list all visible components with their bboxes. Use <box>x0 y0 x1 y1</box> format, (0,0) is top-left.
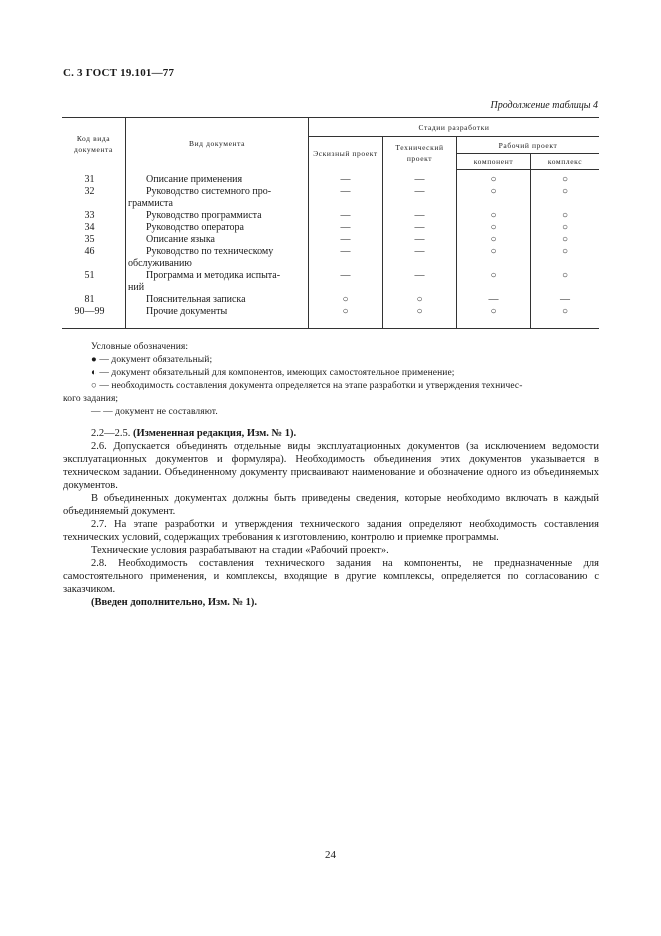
cell-complex: — <box>560 294 570 305</box>
cell-name-text: Прочие документы <box>146 306 228 317</box>
header-component: компонент <box>457 154 531 170</box>
cell-component: ○ <box>457 186 531 210</box>
cell-complex: ○ <box>561 222 569 233</box>
cell-name-text: Описание языка <box>146 234 215 245</box>
table-row <box>62 270 599 294</box>
cell-component: ○ <box>457 170 531 187</box>
cell-name-text: Руководство системного про- <box>146 186 272 197</box>
legend-title: Условные обозначения: <box>91 342 189 352</box>
cell-sketch: ○ <box>309 306 383 329</box>
paragraph-2-2 <box>63 427 599 440</box>
header-stages: Стадии разработки <box>309 118 600 137</box>
cell-complex: ○ <box>561 210 569 221</box>
cell-tech: — <box>383 210 457 222</box>
table-row <box>62 306 599 329</box>
cell-sketch: ○ <box>309 294 383 306</box>
cell-code: 34 <box>62 222 126 234</box>
cell-name <box>126 306 309 329</box>
cell-name-text: Руководство по техническому <box>146 246 274 257</box>
cell-sketch: — <box>309 170 383 187</box>
cell-name <box>126 234 309 246</box>
header-tech: Технический проект <box>383 137 457 170</box>
table-row <box>62 234 599 246</box>
cell-name-continuation: ний <box>128 282 145 293</box>
cell-name-text: Пояснительная записка <box>146 294 246 305</box>
cell-name-text: Программа и методика испыта- <box>146 270 281 281</box>
cell-tech: — <box>383 270 457 294</box>
table-row <box>62 222 599 234</box>
cell-tech: — <box>383 234 457 246</box>
cell-component: — <box>457 294 531 306</box>
cell-name <box>126 294 309 306</box>
header-name: Вид документа <box>126 118 309 170</box>
cell-component: ○ <box>457 234 531 246</box>
cell-complex: ○ <box>561 246 569 257</box>
paragraph-2-8: 2.8. Необходимость составления технического задания на компоненты, не предназначенные для самостоятельного применения, и комплексы, входящие в другие комплексы, определяется по согласованию с заказчиком. <box>63 558 599 595</box>
paragraph-tech-conditions: Технические условия разрабатывают на стадии «Рабочий проект». <box>91 545 389 556</box>
cell-name <box>126 246 309 270</box>
page-header: С. 3 ГОСТ 19.101—77 <box>63 67 175 79</box>
cell-component: ○ <box>457 210 531 222</box>
cell-tech: ○ <box>383 294 457 306</box>
paragraph-number: 2.2—2.5. <box>91 428 131 439</box>
legend-item-optional: ○ — необходимость составления документа определяется на этапе разработки и утверждения техничес- <box>91 381 523 391</box>
cell-component: ○ <box>457 246 531 270</box>
cell-complex: ○ <box>561 270 569 281</box>
cell-component: ○ <box>457 306 531 329</box>
legend <box>63 341 601 419</box>
cell-sketch: — <box>309 210 383 222</box>
amendment-note-added: (Введен дополнительно, Изм. № 1). <box>91 597 258 608</box>
cell-tech: — <box>383 170 457 187</box>
cell-tech: — <box>383 222 457 234</box>
cell-sketch: — <box>309 186 383 210</box>
cell-name-continuation: обслуживанию <box>128 258 192 269</box>
cell-component: ○ <box>457 222 531 234</box>
cell-sketch: — <box>309 234 383 246</box>
cell-code: 90—99 <box>62 306 126 329</box>
cell-complex: ○ <box>561 174 569 185</box>
cell-name-text: Описание применения <box>146 173 243 185</box>
cell-code: 33 <box>62 210 126 222</box>
cell-code: 51 <box>62 270 126 294</box>
cell-tech: — <box>383 186 457 210</box>
cell-name-text: Руководство оператора <box>146 222 244 233</box>
cell-tech: — <box>383 246 457 270</box>
paragraph-combined-docs: В объединенных документах должны быть приведены сведения, которые необходимо включать в каждый объединяемый документ. <box>63 493 599 517</box>
legend-item-required-components: ◐ — документ обязательный для компонентов, имеющих самостоятельное применение; <box>91 368 455 378</box>
cell-name <box>126 270 309 294</box>
cell-name <box>126 222 309 234</box>
legend-item-not-compiled: — — документ не составляют. <box>91 407 218 417</box>
cell-complex: ○ <box>561 234 569 245</box>
cell-complex: ○ <box>531 306 600 329</box>
amendment-note: (Измененная редакция, Изм. № 1). <box>133 428 297 439</box>
table-row <box>62 294 599 306</box>
paragraph-2-6: 2.6. Допускается объединять отдельные виды эксплуатационных документов (за исключением ведомости эксплуатационных документов и формуляра). Необходимость объединения этих документов указывается в техническом задании. Объединенному документу присваивают наименование и обозначение одного из объединяемых документов. <box>63 441 599 491</box>
table-continuation-label: Продолжение таблицы 4 <box>490 100 598 111</box>
legend-item-required: ● — документ обязательный; <box>91 355 213 365</box>
document-types-table <box>62 117 599 329</box>
cell-name <box>126 210 309 222</box>
page-number: 24 <box>325 849 336 861</box>
cell-code: 35 <box>62 234 126 246</box>
cell-tech: ○ <box>383 306 457 329</box>
header-complex: комплекс <box>531 154 600 170</box>
cell-sketch: — <box>309 222 383 234</box>
cell-code: 32 <box>62 186 126 210</box>
cell-code: 81 <box>62 294 126 306</box>
paragraph-2-7: 2.7. На этапе разработки и утверждения технического задания определяют необходимость составления технических условий, содержащих требования к изготовлению, контролю и приемке программы. <box>63 519 599 543</box>
cell-name-continuation: граммиста <box>128 198 173 209</box>
cell-name-text: Руководство программиста <box>146 210 262 221</box>
body-text <box>63 427 599 609</box>
cell-code: 31 <box>62 170 126 187</box>
table-row <box>62 246 599 270</box>
legend-item-optional-cont: кого задания; <box>63 394 119 404</box>
header-sketch: Эскизный проект <box>309 137 383 170</box>
table-row <box>62 170 599 187</box>
cell-complex: ○ <box>561 186 569 197</box>
cell-name <box>126 170 309 187</box>
header-work: Рабочий проект <box>457 137 600 154</box>
cell-code: 46 <box>62 246 126 270</box>
cell-sketch: — <box>309 246 383 270</box>
cell-component: ○ <box>457 270 531 294</box>
table-body <box>62 170 599 329</box>
table-row <box>62 186 599 210</box>
header-code: Код вида документа <box>62 118 126 170</box>
cell-sketch: — <box>309 270 383 294</box>
table-row <box>62 210 599 222</box>
cell-name <box>126 186 309 210</box>
